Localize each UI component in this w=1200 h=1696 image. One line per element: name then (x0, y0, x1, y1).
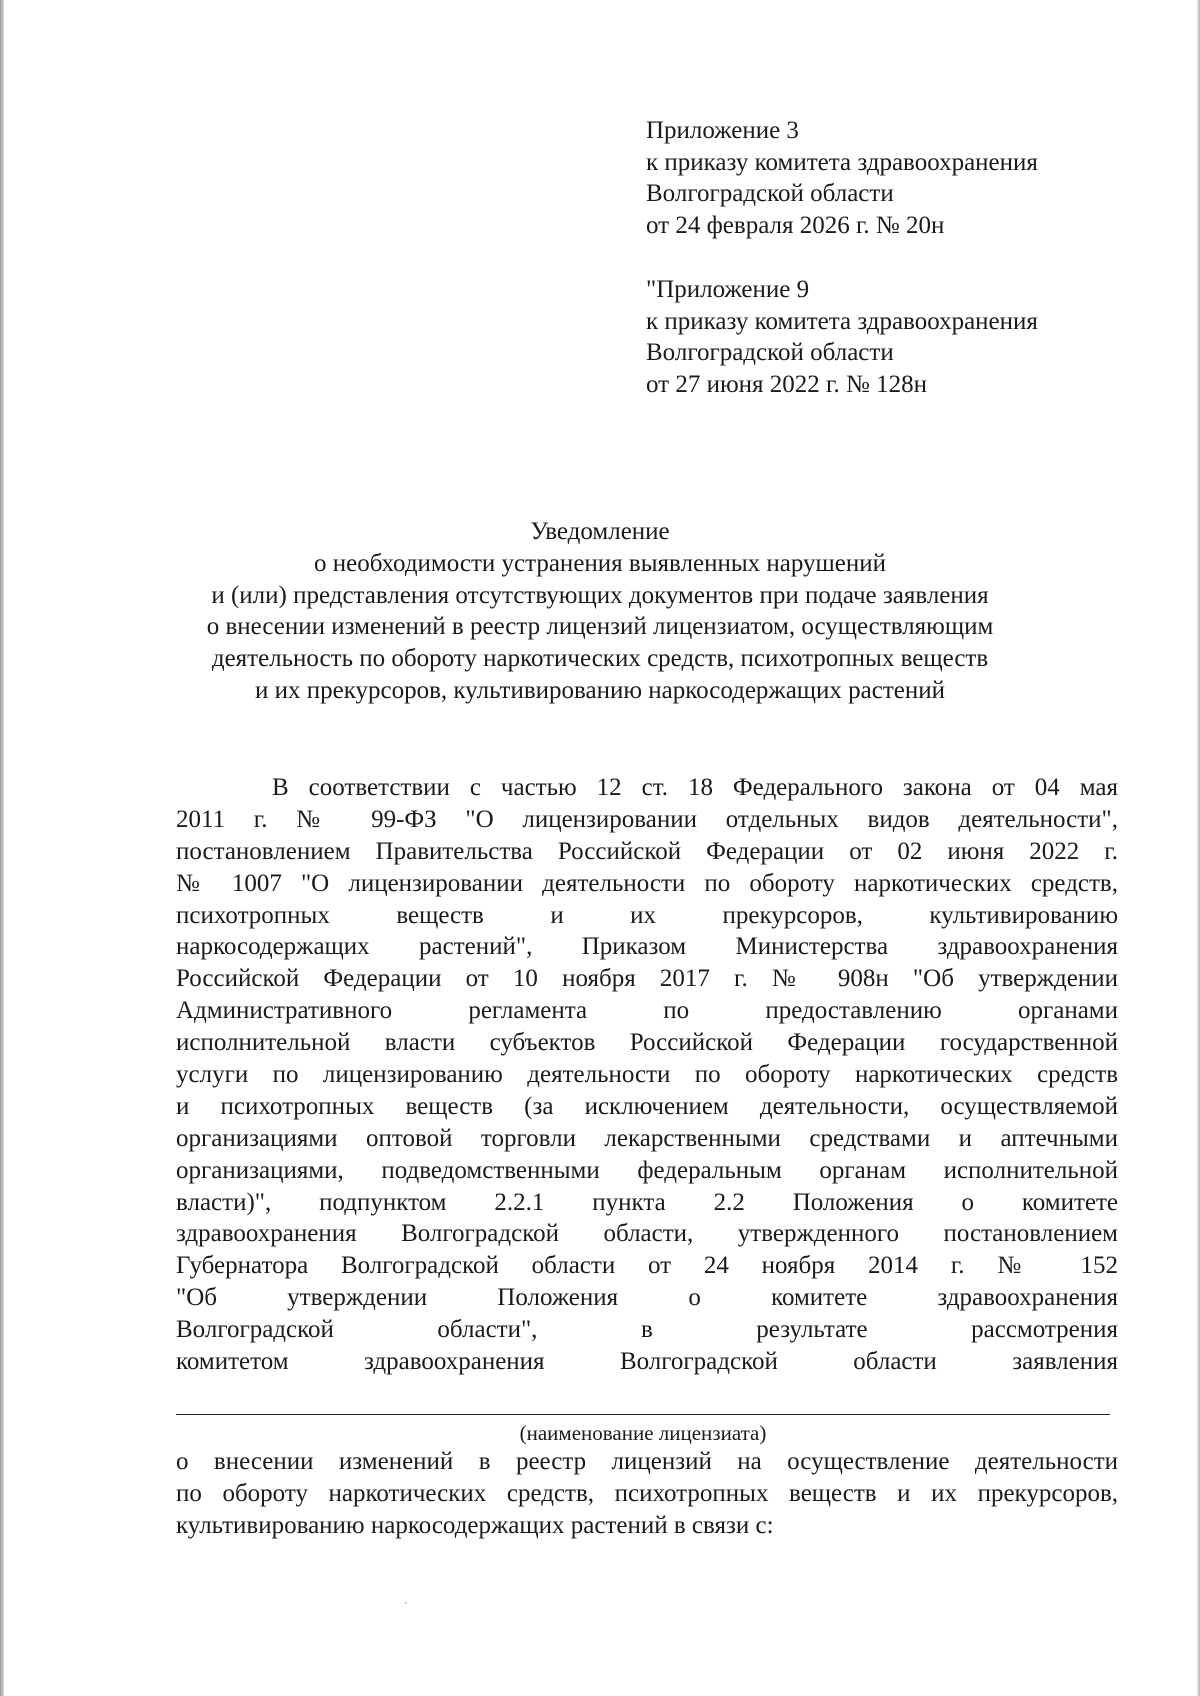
body-paragraph (176, 772, 1118, 1378)
title-line-1: о необходимости устранения выявленных нарушений (314, 549, 886, 577)
body-line: В соответствии с частью 12 ст. 18 Федерального закона от 04 мая (272, 774, 1118, 801)
title-line-4: деятельность по обороту наркотических средств, психотропных веществ (211, 645, 989, 673)
body-line: организациями оптовой торговли лекарственными средствами и аптечными (176, 1124, 1118, 1152)
appendix-3-header (646, 115, 1166, 241)
body-line: № 1007 "О лицензировании деятельности по обороту наркотических средств, (176, 869, 1118, 897)
title-line-3: о внесении изменений в реестр лицензий лицензиатом, осуществляющим (206, 613, 994, 641)
body-line: наркосодержащих растений", Приказом Министерства здравоохранения (176, 933, 1118, 961)
body-line: Волгоградской области", в результате рассмотрения (176, 1316, 1118, 1344)
body-line: Губернатора Волгоградской области от 24 ноября 2014 г. № 152 (176, 1252, 1118, 1280)
appendix-9-line-2: к приказу комитета здравоохранения (646, 307, 1038, 335)
appendix-9-line-1: "Приложение 9 (646, 276, 810, 303)
document-title (150, 516, 1050, 707)
scan-speck (405, 1602, 407, 1604)
body-line: и психотропных веществ (за исключением деятельности, осуществляемой (176, 1092, 1118, 1120)
licensee-name-field[interactable] (176, 1414, 1110, 1415)
body-line: Российской Федерации от 10 ноября 2017 г. № 908н "Об утверждении (176, 965, 1118, 993)
body-line: исполнительной власти субъектов Российской Федерации государственной (176, 1029, 1118, 1057)
appendix-9-line-4: от 27 июня 2022 г. № 128н (646, 370, 927, 398)
appendix-3-line-3: Волгоградской области (646, 180, 894, 207)
tail-line: о внесении изменений в реестр лицензий на осуществление деятельности (176, 1448, 1118, 1475)
appendix-9-line-3: Волгоградской области (646, 339, 894, 366)
body-line: власти)", подпунктом 2.2.1 пункта 2.2 Положения о комитете (176, 1188, 1118, 1216)
title-heading: Уведомление (530, 518, 670, 545)
appendix-3-line-1: Приложение 3 (646, 117, 799, 144)
tail-line: культивированию наркосодержащих растений в связи с: (176, 1512, 774, 1539)
title-line-5: и их прекурсоров, культивированию наркосодержащих растений (254, 676, 946, 704)
body-line: постановлением Правительства Российской Федерации от 02 июня 2022 г. (176, 837, 1118, 865)
appendix-3-line-4: от 24 февраля 2026 г. № 20н (646, 211, 945, 239)
body-line: комитетом здравоохранения Волгоградской области заявления (176, 1348, 1118, 1376)
tail-paragraph (176, 1446, 1118, 1542)
appendix-3-line-2: к приказу комитета здравоохранения (646, 148, 1038, 176)
body-line: Административного регламента по предоставлению органами (176, 997, 1118, 1025)
appendix-9-header (646, 274, 1166, 400)
body-line: "Об утверждении Положения о комитете здравоохранения (176, 1284, 1118, 1312)
body-line: здравоохранения Волгоградской области, утвержденного постановлением (176, 1220, 1118, 1248)
body-line: психотропных веществ и их прекурсоров, культивированию (176, 901, 1118, 929)
tail-line: по обороту наркотических средств, психотропных веществ и их прекурсоров, (176, 1480, 1118, 1507)
body-line: 2011 г. № 99-ФЗ "О лицензировании отдельных видов деятельности", (176, 805, 1118, 833)
body-line: услуги по лицензированию деятельности по обороту наркотических средств (176, 1061, 1118, 1089)
licensee-name-caption: (наименование лицензиата) (519, 1421, 767, 1445)
title-line-2: и (или) представления отсутствующих документов при подаче заявления (211, 581, 989, 609)
body-line: организациями, подведомственными федеральным органам исполнительной (176, 1156, 1118, 1184)
